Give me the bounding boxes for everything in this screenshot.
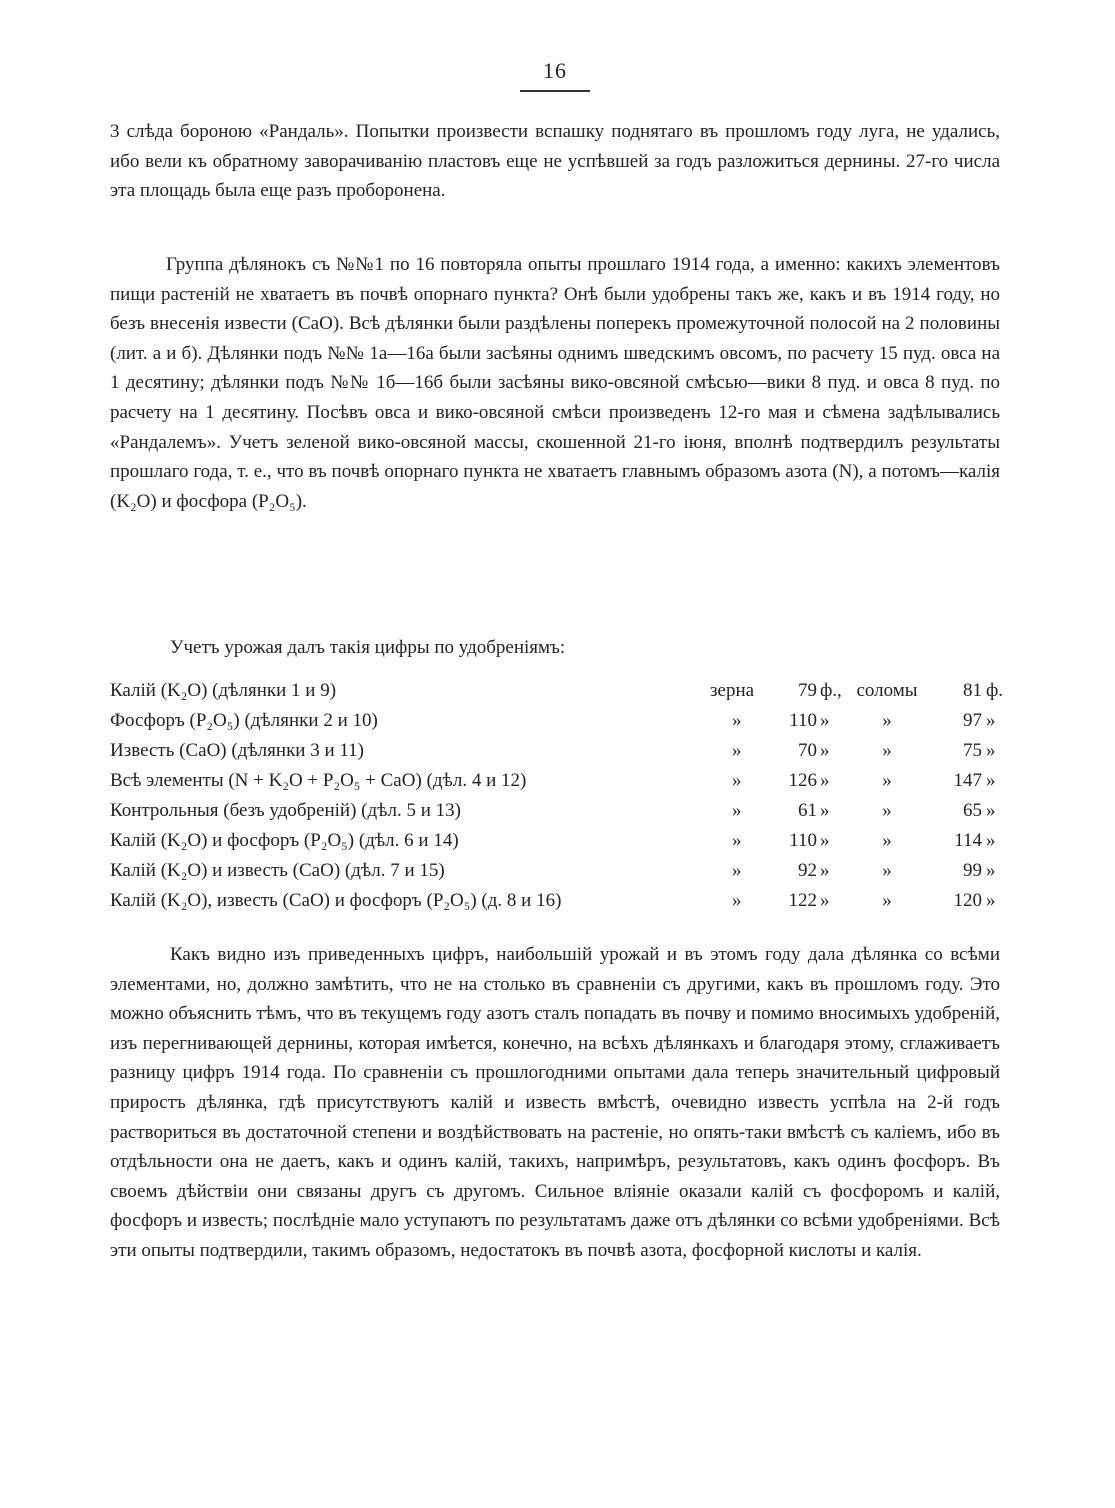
ditto-mark: » [986, 770, 996, 791]
results-row [110, 826, 1005, 856]
row-label: Калій (K₂O), известь (СаО) и фосфоръ (P₂O₅) (д. 8 и 16) [110, 890, 562, 911]
ditto-mark: » [986, 710, 996, 731]
page-number: 16 [520, 58, 590, 92]
grain-value: 61 [798, 800, 817, 821]
straw-value: 81 [963, 680, 982, 701]
ditto-mark: » [882, 740, 892, 761]
ditto-mark: » [882, 890, 892, 911]
ditto-mark: » [820, 740, 830, 761]
results-row [110, 856, 1005, 886]
row-label: Фосфоръ (P₂O₅) (дѣлянки 2 и 10) [110, 710, 378, 731]
grain-value: 79 [798, 680, 817, 701]
results-row [110, 766, 1005, 796]
straw-value: 99 [963, 860, 982, 881]
ditto-mark: » [732, 710, 742, 731]
ditto-mark: » [882, 770, 892, 791]
results-table [110, 676, 1005, 916]
ditto-mark: » [820, 860, 830, 881]
grain-value: 122 [788, 890, 817, 911]
ditto-mark: » [986, 800, 996, 821]
straw-value: 75 [963, 740, 982, 761]
ditto-mark: » [882, 710, 892, 731]
ditto-mark: » [732, 770, 742, 791]
straw-value: 65 [963, 800, 982, 821]
paragraph-1: 3 слѣда бороною «Рандаль». Попытки произвести вспашку поднятаго въ прошломъ году луга, не удались, ибо вели къ обратному заворачиванію пластовъ еще не успѣвшей за годъ разложиться дернины. 27-го числа эта площадь была еще разъ проборонена. [110, 121, 1000, 202]
row-label: Всѣ элементы (N + K₂O + P₂O₅ + СаО) (дѣл. 4 и 12) [110, 770, 527, 791]
ditto-mark: » [986, 830, 996, 851]
row-label: Калій (K₂O) и известь (СаО) (дѣл. 7 и 15) [110, 860, 445, 881]
ditto-mark: » [732, 800, 742, 821]
ditto-mark: » [732, 830, 742, 851]
ditto-mark: » [882, 860, 892, 881]
row-label: Известь (СаО) (дѣлянки 3 и 11) [110, 740, 365, 761]
grain-value: 110 [789, 830, 817, 851]
ditto-mark: » [820, 800, 830, 821]
paragraph-3: Какъ видно изъ приведенныхъ цифръ, наибольшій урожай и въ этомъ году дала дѣлянка со всѣми элементами, но, должно замѣтить, что не на столько въ сравненіи съ другими, какъ въ прошломъ году. Это можно объяснить тѣмъ, что въ текущемъ году азотъ сталъ попадать въ почву и помимо вносимыхъ удобреній, изъ перегнивающей дернины, которая имѣется, конечно, на всѣхъ дѣлянкахъ и благодаря этому, сглаживаетъ разницу цифръ 1914 года. По сравненіи съ прошлогодними опытами дала теперь значительный цифровый приростъ дѣлянка, гдѣ присутствуютъ калій и известь вмѣстѣ, очевидно известь успѣла на 2-й годъ раствориться въ достаточной степени и воздѣйствовать на растеніе, но опять-таки вмѣстѣ съ каліемъ, ибо въ отдѣльности она не даетъ, какъ и одинъ калій, такихъ, напримѣръ, результатовъ, какъ одинъ фосфоръ. Въ своемъ дѣйствіи они связаны другъ съ другомъ. Сильное вліяніе оказали калій съ фосфоромъ и калій, фосфоръ и известь; послѣдніе мало уступаютъ по результатамъ даже отъ дѣлянки со всѣми удобреніями. Всѣ эти опыты подтвердили, такимъ образомъ, недостатокъ въ почвѣ азота, фосфорной кислоты и калія. [110, 944, 1000, 1261]
paragraph-2: Группа дѣлянокъ съ №№1 по 16 повторяла опыты прошлаго 1914 года, а именно: какихъ элементовъ пищи растеній не хватаетъ въ почвѣ опорнаго пункта? Онѣ были удобрены такъ же, какъ и въ 1914 году, но безъ внесенія извести (СаО). Всѣ дѣлянки были раздѣлены поперекъ промежуточной полосой на 2 половины (лит. а и б). Дѣлянки подъ №№ 1а—16а были засѣяны однимъ шведскимъ овсомъ, по расчету 15 пуд. овса на 1 десятину; дѣлянки подъ №№ 1б—16б были засѣяны вико-овсяной смѣсью—вики 8 пуд. и овса 8 пуд. по расчету на 1 десятину. Посѣвъ овса и вико-овсяной смѣси произведенъ 12-го мая и сѣмена задѣлывались «Рандалемъ». Учетъ зеленой вико-овсяной массы, скошенной 21-го іюня, вполнѣ подтвердилъ результаты прошлаго года, т. е., что въ почвѣ опорнаго пункта не хватаетъ главнымъ образомъ азота (N), а потомъ—калія (K₂O) и фосфора (P₂O₅). [110, 254, 1000, 512]
ditto-mark: » [986, 890, 996, 911]
straw-value: 114 [954, 830, 982, 851]
results-row [110, 796, 1005, 826]
row-label: Калій (K₂O) и фосфоръ (P₂O₅) (дѣл. 6 и 14) [110, 830, 459, 851]
straw-heading: соломы [856, 680, 918, 701]
ditto-mark: » [732, 890, 742, 911]
ditto-mark: » [820, 890, 830, 911]
results-row [110, 886, 1005, 916]
results-row [110, 676, 1005, 706]
ditto-mark: » [882, 800, 892, 821]
ditto-mark: » [732, 860, 742, 881]
straw-value: 120 [953, 890, 982, 911]
row-label: Калій (K₂O) (дѣлянки 1 и 9) [110, 680, 337, 701]
straw-value: 147 [953, 770, 982, 791]
grain-value: 92 [798, 860, 817, 881]
results-row [110, 736, 1005, 766]
ditto-mark: » [820, 770, 830, 791]
grain-value: 126 [788, 770, 817, 791]
table-intro: Учетъ урожая далъ такія цифры по удобреніямъ: [170, 637, 566, 658]
grain-unit: ф., [820, 680, 842, 701]
ditto-mark: » [986, 860, 996, 881]
ditto-mark: » [820, 710, 830, 731]
ditto-mark: » [882, 830, 892, 851]
ditto-mark: » [732, 740, 742, 761]
grain-heading: зерна [710, 680, 755, 701]
straw-unit: ф. [986, 680, 1004, 701]
ditto-mark: » [986, 740, 996, 761]
grain-value: 70 [798, 740, 817, 761]
ditto-mark: » [820, 830, 830, 851]
straw-value: 97 [963, 710, 982, 731]
grain-value: 110 [789, 710, 817, 731]
row-label: Контрольныя (безъ удобреній) (дѣл. 5 и 13) [110, 800, 461, 821]
results-row [110, 706, 1005, 736]
